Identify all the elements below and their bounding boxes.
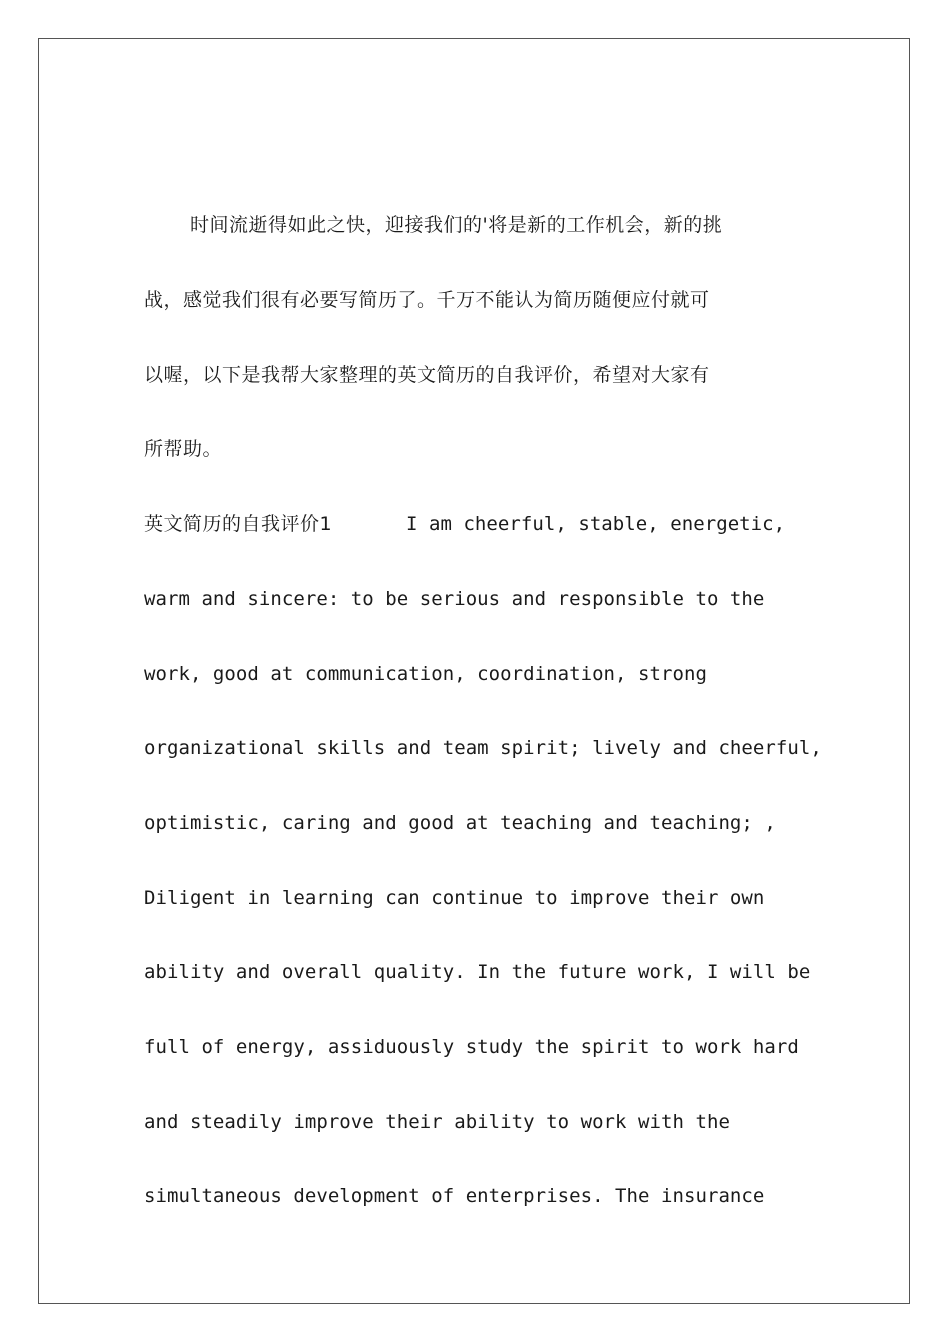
body-line-4: organizational skills and team spirit; lively and cheerful,	[144, 737, 822, 759]
body-line-7: ability and overall quality. In the future work, I will be	[144, 961, 811, 983]
body-line-6: Diligent in learning can continue to improve their own	[144, 887, 765, 909]
body-line-8: full of energy, assiduously study the spirit to work hard	[144, 1036, 799, 1058]
intro-line-1: 时间流逝得如此之快，迎接我们的'将是新的工作机会，新的挑	[190, 214, 723, 236]
body-line-2: warm and sincere: to be serious and responsible to the	[144, 588, 765, 610]
body-line-5: optimistic, caring and good at teaching and teaching; ,	[144, 812, 776, 834]
intro-line-2: 战，感觉我们很有必要写简历了。千万不能认为简历随便应付就可	[144, 289, 710, 311]
section-heading: 英文简历的自我评价1	[144, 513, 333, 535]
body-line-10: simultaneous development of enterprises. The insurance	[144, 1185, 765, 1207]
body-line-3: work, good at communication, coordination, strong	[144, 663, 707, 685]
intro-line-3: 以喔，以下是我帮大家整理的英文简历的自我评价，希望对大家有	[144, 364, 710, 386]
body-line-9: and steadily improve their ability to work with the	[144, 1111, 730, 1133]
intro-line-4: 所帮助。	[144, 438, 223, 460]
body-line-1: I am cheerful, stable, energetic,	[406, 513, 786, 535]
